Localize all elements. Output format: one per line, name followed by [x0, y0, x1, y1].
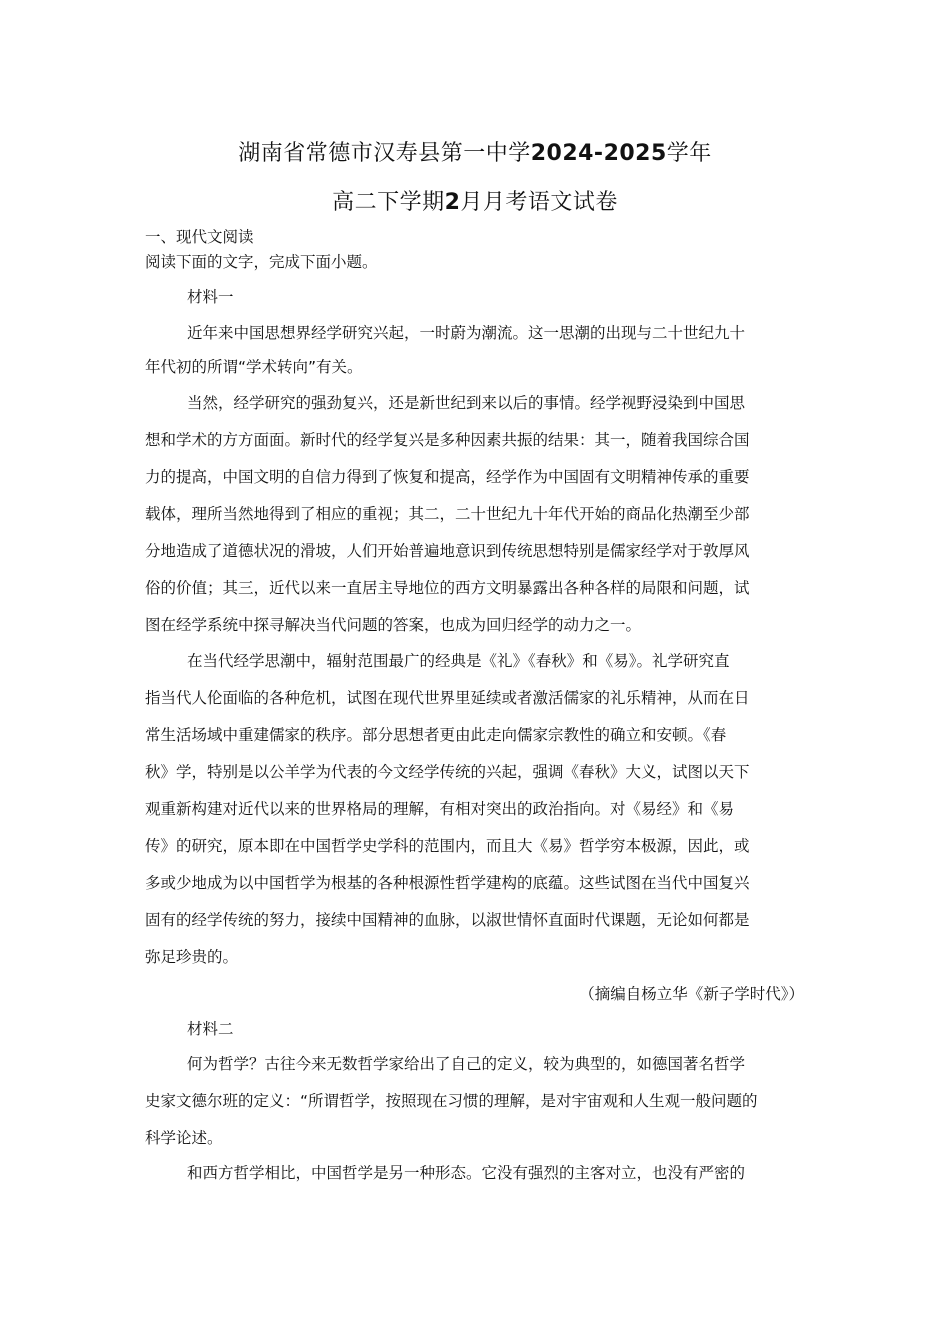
text-line: 观重新构建对近代以来的世界格局的理解，有相对突出的政治指向。对《易经》和《易	[145, 800, 735, 818]
text-line: 分地造成了道德状况的滑坡，人们开始普遍地意识到传统思想特别是儒家经学对于敦厚风	[145, 542, 750, 560]
section-heading: 一、现代文阅读	[145, 228, 254, 246]
title-term: 学年	[666, 141, 712, 166]
title-school: 湖南省常德市汉寿县第一中学	[238, 141, 531, 166]
text-line: 近年来中国思想界经学研究兴起，一时蔚为潮流。这一思潮的出现与二十世纪九十	[187, 324, 746, 342]
text-line: 固有的经学传统的努力，接续中国精神的血脉，以淑世情怀直面时代课题，无论如何都是	[145, 911, 750, 929]
text-line: 何为哲学？古往今来无数哲学家给出了自己的定义，较为典型的，如德国著名哲学	[187, 1055, 746, 1073]
text-line: 载体，理所当然地得到了相应的重视；其二，二十世纪九十年代开始的商品化热潮至少部	[145, 505, 750, 523]
material-label-2: 材料二	[187, 1020, 234, 1038]
text-line: 史家文德尔班的定义：“所谓哲学，按照现在习惯的理解，是对宇宙观和人生观一般问题的	[145, 1092, 758, 1110]
text-line: 和西方哲学相比，中国哲学是另一种形态。它没有强烈的主客对立，也没有严密的	[187, 1164, 746, 1182]
text-line: 科学论述。	[145, 1129, 223, 1147]
text-line: 俗的价值；其三，近代以来一直居主导地位的西方文明暴露出各种各样的局限和问题，试	[145, 579, 750, 597]
text-line: 年代初的所谓“学术转向”有关。	[145, 358, 363, 376]
text-line: 力的提高，中国文明的自信力得到了恢复和提高，经学作为中国固有文明精神传承的重要	[145, 468, 750, 486]
text-line: 图在经学系统中探寻解决当代问题的答案，也成为回归经学的动力之一。	[145, 616, 642, 634]
text-line: 传》的研究，原本即在中国哲学史学科的范围内，而且大《易》哲学穷本极源，因此，或	[145, 837, 750, 855]
text-line: 当然，经学研究的强劲复兴，还是新世纪到来以后的事情。经学视野浸染到中国思	[187, 394, 746, 412]
text-line: 想和学术的方方面面。新时代的经学复兴是多种因素共振的结果：其一，随着我国综合国	[145, 431, 750, 449]
text-line: 指当代人伦面临的各种危机，试图在现代世界里延续或者激活儒家的礼乐精神，从而在日	[145, 689, 750, 707]
text-line: 常生活场域中重建儒家的秩序。部分思想者更由此走向儒家宗教性的确立和安顿。《春	[145, 726, 727, 744]
title-grade: 高二下学期	[332, 190, 445, 215]
title-exam: 月月考语文试卷	[460, 190, 618, 215]
source-citation: （摘编自杨立华《新子学时代》）	[579, 985, 804, 1003]
text-line: 在当代经学思潮中，辐射范围最广的经典是《礼》《春秋》和《易》。礼学研究直	[187, 652, 730, 670]
document-title-line-2	[0, 185, 950, 216]
instruction-text: 阅读下面的文字，完成下面小题。	[145, 253, 378, 271]
text-line: 弥足珍贵的。	[145, 948, 239, 966]
document-title-line-1	[0, 136, 950, 167]
text-line: 秋》学，特别是以公羊学为代表的今文经学传统的兴起，强调《春秋》大义，试图以天下	[145, 763, 750, 781]
material-label-1: 材料一	[187, 288, 234, 306]
title-years: 2024-2025	[530, 141, 667, 166]
text-line: 多或少地成为以中国哲学为根基的各种根源性哲学建构的底蕴。这些试图在当代中国复兴	[145, 874, 750, 892]
title-month: 2	[444, 190, 461, 215]
